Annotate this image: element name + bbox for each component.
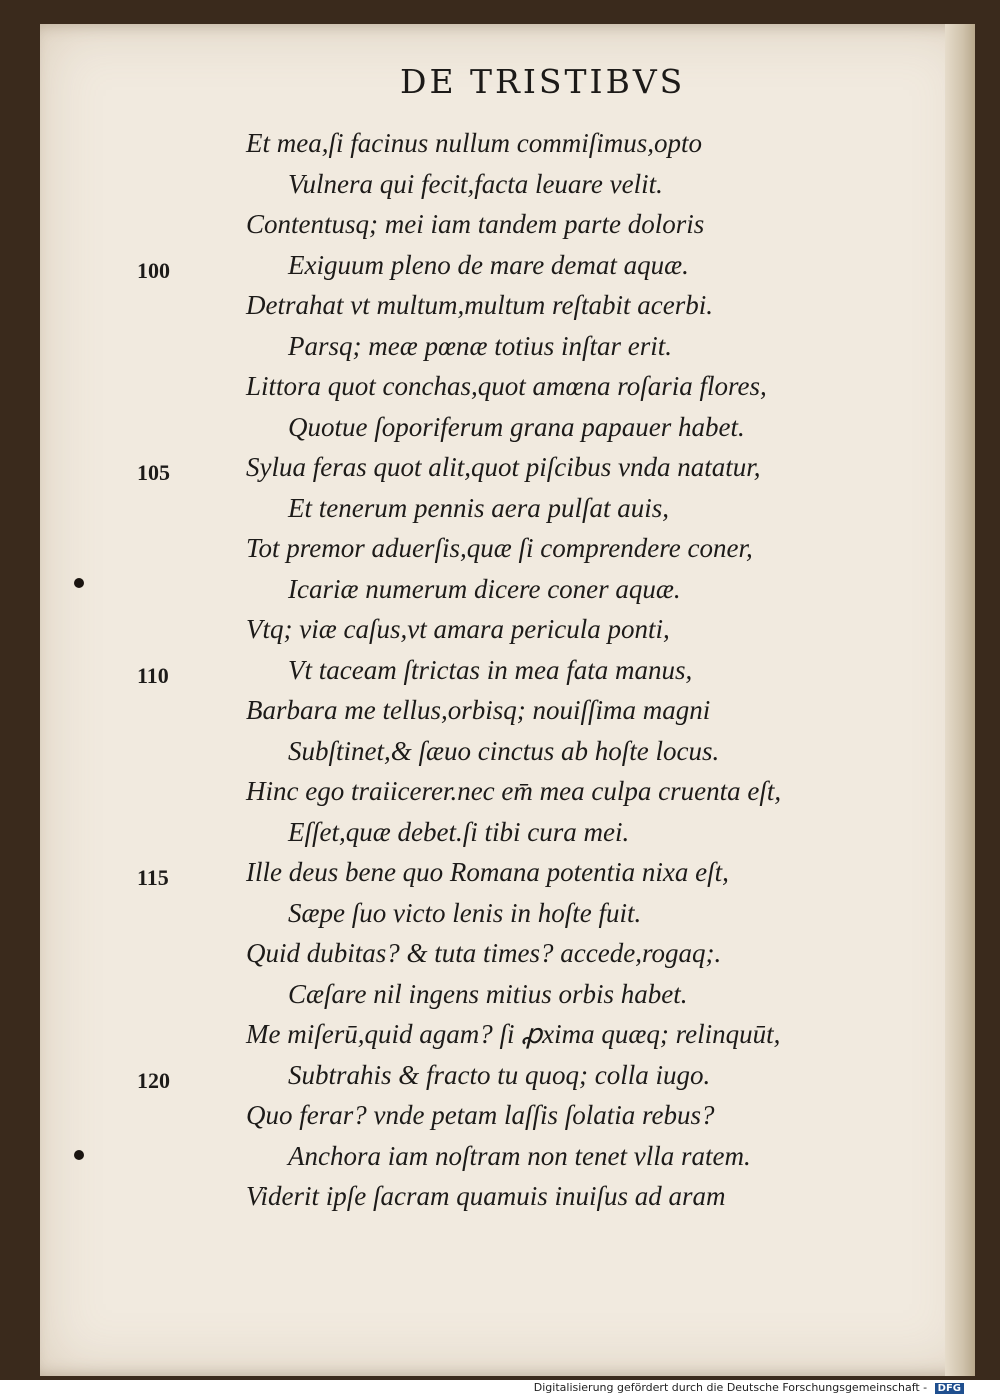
line-number: 110 (137, 662, 169, 688)
verse-line: Quotue ſoporiferum grana papauer habet. (288, 411, 745, 442)
verse-line: Sæpe ſuo victo lenis in hoſte fuit. (288, 897, 642, 928)
verse-line: Me miſerū,quid agam? ſi ꝓxima quæq; relinquūt, (246, 1019, 781, 1049)
page-edge (945, 24, 975, 1376)
verse-line: Subtrahis & fracto tu quoq; colla iugo. (288, 1059, 711, 1090)
verse-line: Icariæ numerum dicere coner aquæ. (288, 573, 681, 604)
line-number: 120 (137, 1067, 170, 1093)
verse-line: Sylua feras quot alit,quot piſcibus vnda natatur, (246, 452, 761, 482)
verse-line: Littora quot conchas,quot amœna roſaria flores, (246, 371, 767, 401)
verse-line: Parsq; meæ pœnæ totius inſtar erit. (288, 330, 673, 361)
verse-line: Eſſet,quæ debet.ſi tibi cura mei. (288, 816, 630, 847)
verse-line: Ille deus bene quo Romana potentia nixa eſt, (246, 857, 729, 887)
verse-line: Tot premor aduerſis,quæ ſi comprendere coner, (246, 533, 753, 563)
verse-line: Exiguum pleno de mare demat aquæ. (288, 249, 689, 280)
footer-credit (534, 1381, 964, 1394)
binding-hole (74, 578, 84, 588)
verse-line: Anchora iam noſtram non tenet vlla ratem. (288, 1140, 751, 1171)
verse-line: Contentusq; mei iam tandem parte doloris (246, 209, 705, 239)
verse-line: Vt taceam ſtrictas in mea fata manus, (288, 654, 693, 685)
verse-line: Cæſare nil ingens mitius orbis habet. (288, 978, 688, 1009)
running-header: DE TRISTIBVS (400, 62, 686, 101)
verse-line: Quid dubitas? & tuta times? accede,rogaq;. (246, 938, 722, 968)
verse-line: Quo ferar? vnde petam laſſis ſolatia rebus? (246, 1100, 715, 1130)
line-number: 105 (137, 460, 170, 485)
footer-text: Digitalisierung gefördert durch die Deutsche Forschungsgemeinschaft - (533, 1381, 928, 1394)
verse-line: Vulnera qui fecit,facta leuare velit. (288, 168, 663, 199)
verse-line: Detrahat vt multum,multum reſtabit acerbi. (246, 290, 713, 320)
verse-line: Vtq; viæ caſus,vt amara pericula ponti, (246, 614, 670, 644)
verse-line: Hinc ego traiicerer.nec em̄ mea culpa cruenta eſt, (246, 776, 782, 806)
verse-line: Et tenerum pennis aera pulſat auis, (288, 492, 669, 523)
dfg-logo: DFG (935, 1383, 964, 1394)
binding-hole (74, 1150, 84, 1160)
verse-line: Et mea,ſi facinus nullum commiſimus,opto (246, 128, 702, 158)
line-number: 100 (137, 257, 170, 283)
line-number: 115 (137, 865, 169, 890)
verse-line: Barbara me tellus,orbisq; nouiſſima magni (246, 695, 711, 725)
verse-line: Viderit ipſe ſacram quamuis inuiſus ad aram (246, 1181, 726, 1211)
verse-line: Subſtinet,& ſæuo cinctus ab hoſte locus. (288, 735, 720, 766)
